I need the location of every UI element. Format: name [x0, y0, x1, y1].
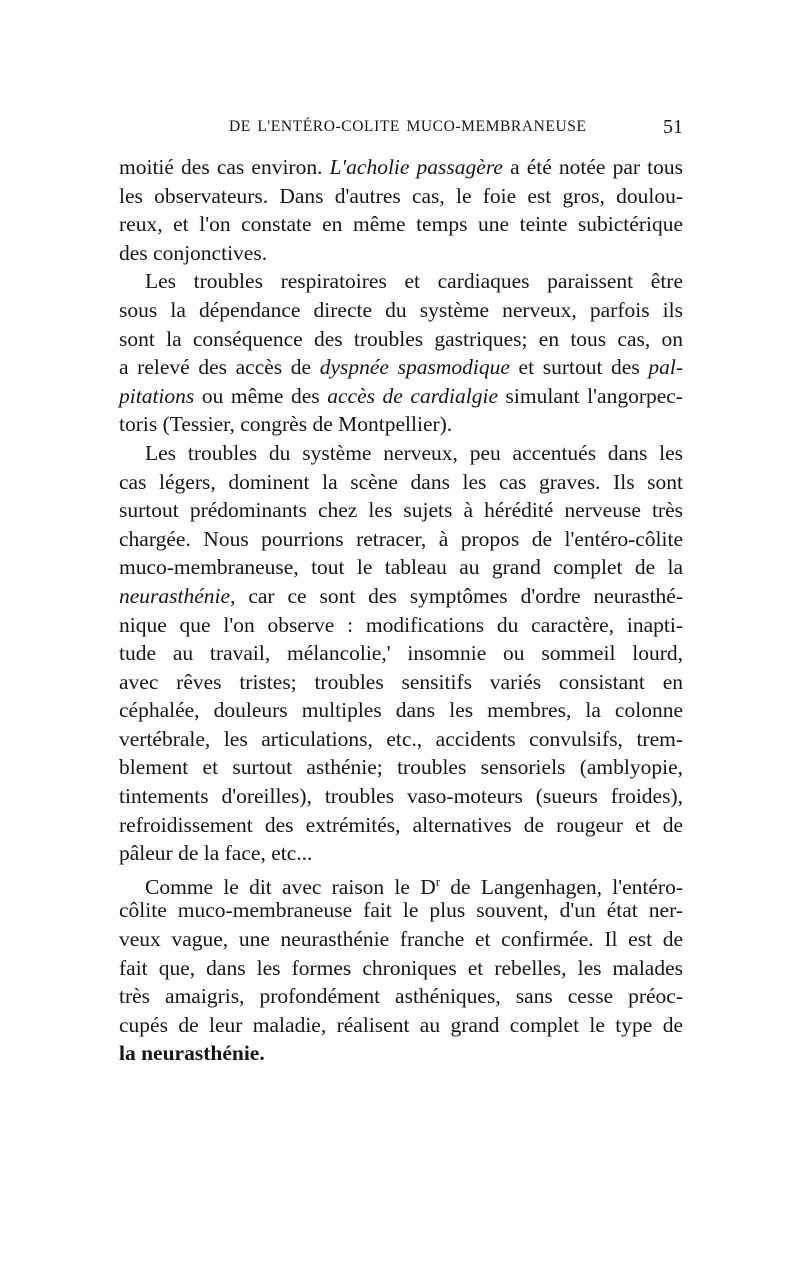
text-line: chargée. Nous pourrions retracer, à propos de l'entéro-côlite	[119, 526, 683, 551]
running-head	[119, 118, 683, 140]
text-line: blement et surtout asthénie; troubles sensoriels (amblyopie,	[119, 755, 683, 780]
text-line: avec rêves tristes; troubles sensitifs variés consistant en	[119, 669, 683, 694]
italic-term: pal-	[648, 355, 683, 380]
text-line: tude au travail, mélancolie,' insomnie ou sommeil lourd,	[119, 641, 683, 666]
text-line: a relevé des accès de dyspnée spasmodique et surtout des pal-	[119, 355, 683, 380]
text-line: tintements d'oreilles), troubles vaso-moteurs (sueurs froides),	[119, 784, 683, 809]
text-line: sous la dépendance directe du système nerveux, parfois ils	[119, 297, 683, 322]
italic-term: neurasthénie	[119, 583, 231, 608]
text-line: cupés de leur maladie, réalisent au grand complet le type de	[119, 1012, 683, 1037]
text-line: céphalée, douleurs multiples dans les membres, la colonne	[119, 698, 683, 723]
text-line: surtout prédominants chez les sujets à hérédité nerveuse très	[119, 498, 683, 523]
text-line: Les troubles respiratoires et cardiaques paraissent être	[145, 269, 683, 294]
text-line: la neurasthénie.	[119, 1041, 265, 1066]
italic-term: pitations	[119, 383, 195, 408]
text-line: refroidissement des extrémités, alternatives de rougeur et de	[119, 812, 683, 837]
text-line: très amaigris, profondément asthéniques, sans cesse préoc-	[119, 984, 683, 1009]
text-line: des conjonctives.	[119, 240, 268, 265]
text-line: pâleur de la face, etc...	[119, 841, 313, 866]
text-line: muco-membraneuse, tout le tableau au grand complet de la	[119, 555, 683, 580]
text-line: fait que, dans les formes chroniques et rebelles, les malades	[119, 955, 683, 980]
text-line: nique que l'on observe : modifications du caractère, inapti-	[119, 612, 683, 637]
text-line: toris (Tessier, congrès de Montpellier).	[119, 412, 453, 437]
text-line: Les troubles du système nerveux, peu accentués dans les	[145, 440, 683, 465]
text-line: pitations ou même des accès de cardialgie simulant l'angorpec-	[119, 383, 683, 408]
text-line: moitié des cas environ. L'acholie passagère a été notée par tous	[119, 155, 684, 179]
text-line: reux, et l'on constate en même temps une teinte subictérique	[119, 212, 683, 237]
text-line: veux vague, une neurasthénie franche et confirmée. Il est de	[119, 927, 683, 952]
superscript: r	[435, 873, 441, 889]
body-text	[119, 153, 683, 1068]
page-number: 51	[663, 116, 683, 138]
running-title: DE L'ENTÉRO-COLITE MUCO-MEMBRANEUSE	[229, 118, 587, 135]
text-line: neurasthénie, car ce sont des symptômes d'ordre neurasthé-	[119, 583, 683, 608]
text-line: cas légers, dominent la scène dans les cas graves. Ils sont	[119, 469, 683, 494]
text-line: les observateurs. Dans d'autres cas, le foie est gros, doulou-	[119, 183, 683, 208]
italic-term: accès de cardialgie	[327, 383, 498, 408]
italic-term: L'acholie passagère	[329, 155, 503, 179]
text-line: sont la conséquence des troubles gastriques; en tous cas, on	[119, 326, 683, 351]
text-line: côlite muco-membraneuse fait le plus souvent, d'un état ner-	[119, 898, 683, 923]
text-line: Comme le dit avec raison le $D^r$ de Langenhagen, l'entéro-	[145, 873, 683, 899]
italic-term: dyspnée spasmodique	[319, 355, 510, 380]
text-line: vertébrale, les articulations, etc., accidents convulsifs, trem-	[119, 726, 683, 751]
